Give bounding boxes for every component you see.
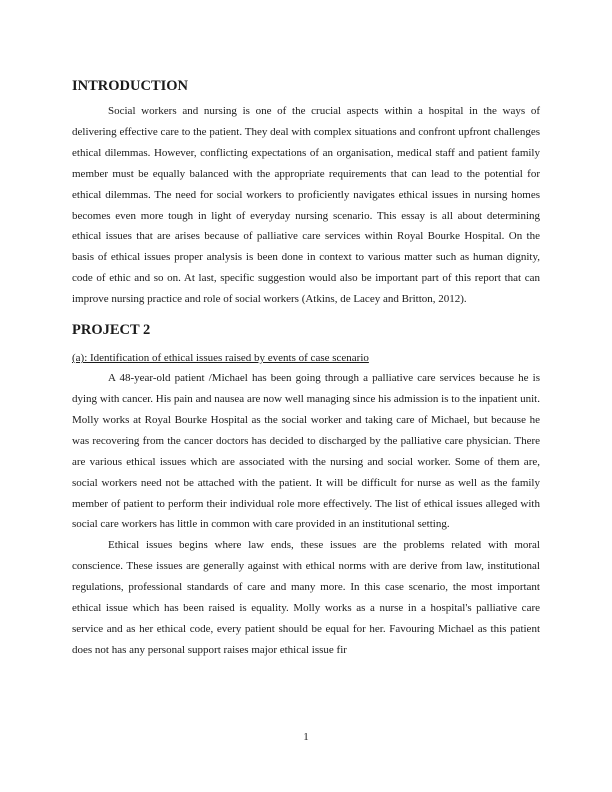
- project-2-heading: PROJECT 2: [72, 322, 151, 339]
- introduction-paragraph: Social workers and nursing is one of the crucial aspects within a hospital in the ways of delivering effective care to the patient. They deal with complex situations and confront upfront challenges ethical dilemmas. However, conflicting expectations of an organisation, medical staff and patient family member must be equally balanced with the appropriate requirements that can lead to the potential for ethical dilemmas. The need for social workers to proficiently navigates ethical issues in nursing homes becomes even more tough in light of everyday nursing scenario. This essay is all about determining ethical issues that are arises because of palliative care services within Royal Bourke Hospital. On the basis of ethical issues proper analysis is been done in context to various matter such as human dignity, code of ethic and so on. At last, specific suggestion would also be important part of this report that can improve nursing practice and role of social workers (Atkins, de Lacey and Britton, 2012).: [72, 105, 540, 306]
- page-content: [72, 77, 540, 661]
- section-spacer: [72, 310, 540, 321]
- project-2-paragraph-2: Ethical issues begins where law ends, these issues are the problems related with moral conscience. These issues are generally against with ethical norms with are derive from law, institutional regulations, professional standards of care and many more. In this case scenario, the most important ethical issue which has been raised is equality. Molly works as a nurse in a hospital's palliative care service and as her ethical code, every patient should be equal for her. Favouring Michael as this patient does not has any personal support raises major ethical issue fir: [72, 539, 540, 656]
- project-2-paragraph-1: A 48-year-old patient /Michael has been going through a palliative care services because he is dying with cancer. His pain and nausea are now well managing since his admission is to the inpatient unit. Molly works at Royal Bourke Hospital as the social worker and taking care of Michael, but because he was recovering from the cancer doctors has decided to discharged by the palliative care physician. There are various ethical issues which are associated with the nursing and social worker. Some of them are, social workers need not be attached with the patient. It will be difficult for nurse as well as the family member of patient to perform their individual role more effectively. The list of ethical issues alleged with social care workers has little in common with care provided in an institutional setting.: [72, 372, 540, 531]
- page-number: 1: [303, 731, 309, 743]
- introduction-heading: INTRODUCTION: [72, 78, 189, 94]
- project-2-subheading: (a): Identification of ethical issues raised by events of case scenario: [72, 352, 369, 365]
